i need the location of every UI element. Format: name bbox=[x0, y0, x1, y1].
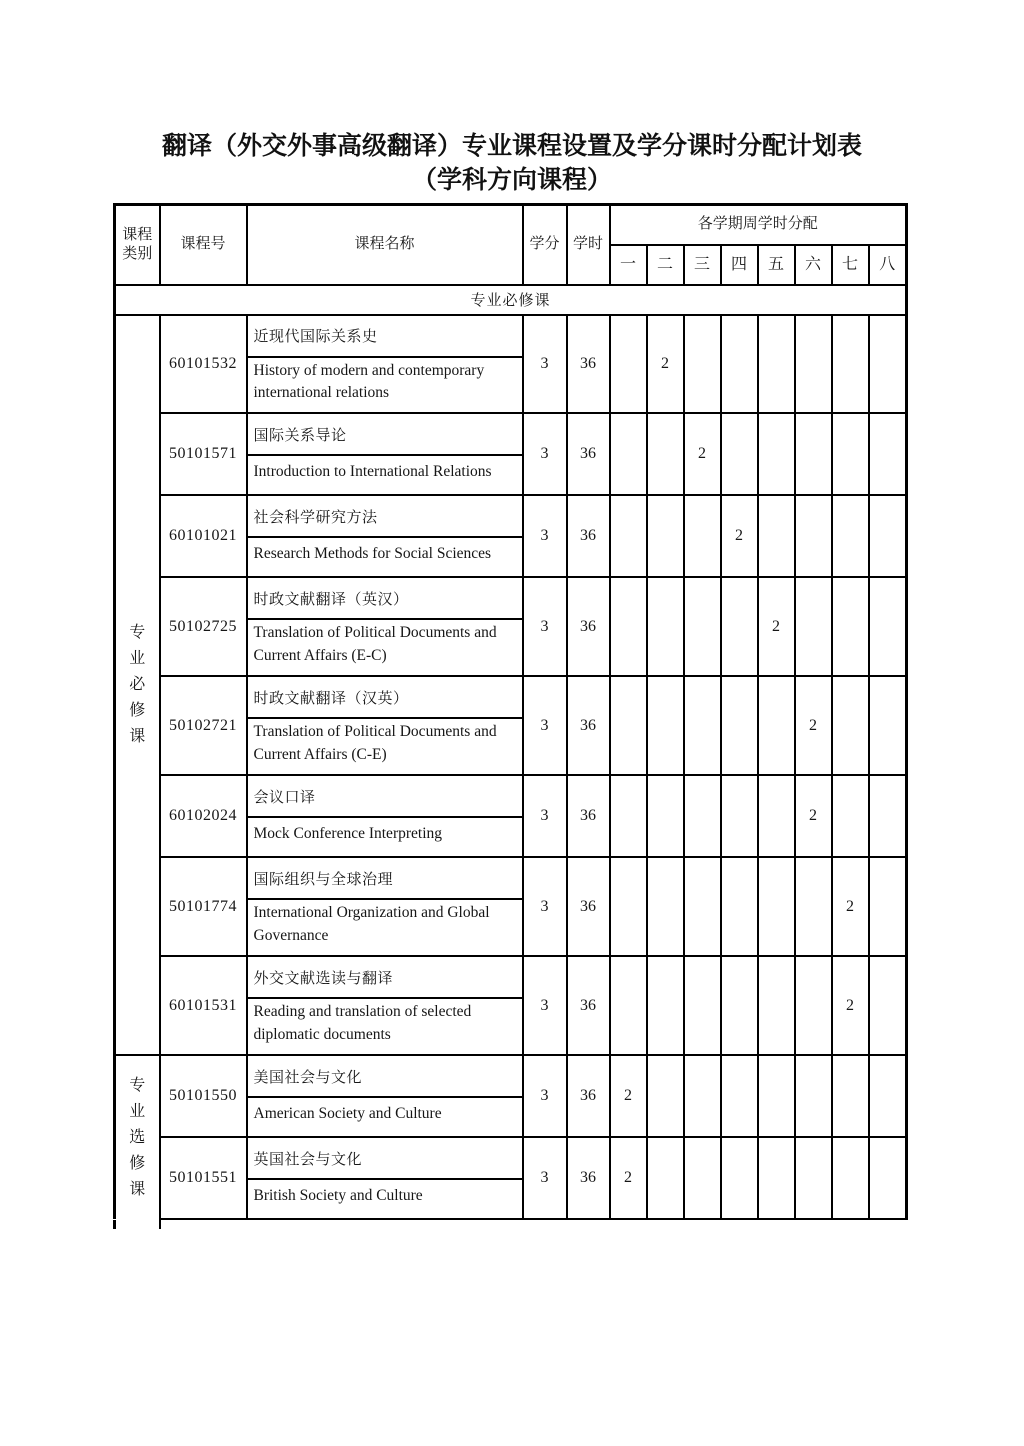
credits-cell: 3 bbox=[523, 857, 567, 956]
semester-hours-cell-2 bbox=[647, 1055, 684, 1137]
header-semester-6: 六 bbox=[795, 245, 832, 285]
semester-hours-cell-4 bbox=[721, 956, 758, 1055]
semester-hours-cell-3 bbox=[684, 1137, 721, 1219]
semester-hours-cell-3 bbox=[684, 857, 721, 956]
semester-hours-cell-8 bbox=[869, 857, 907, 956]
category-cell bbox=[115, 1055, 160, 1219]
semester-hours-cell-2 bbox=[647, 495, 684, 577]
semester-hours-cell-5 bbox=[758, 413, 795, 495]
semester-hours-cell-5 bbox=[758, 956, 795, 1055]
semester-hours-cell-7: 2 bbox=[832, 857, 869, 956]
course-id-cell: 50101550 bbox=[160, 1055, 247, 1137]
semester-hours-cell-4 bbox=[721, 857, 758, 956]
course-table-body bbox=[115, 285, 907, 1220]
header-semester-5: 五 bbox=[758, 245, 795, 285]
course-row bbox=[115, 1137, 907, 1179]
course-name-cn-cell: 近现代国际关系史 bbox=[247, 315, 523, 357]
semester-hours-cell-2 bbox=[647, 676, 684, 775]
credits-cell: 3 bbox=[523, 956, 567, 1055]
hours-cell: 36 bbox=[567, 495, 610, 577]
semester-hours-cell-5: 2 bbox=[758, 577, 795, 676]
semester-hours-cell-6: 2 bbox=[795, 775, 832, 857]
semester-hours-cell-6 bbox=[795, 1055, 832, 1137]
semester-hours-cell-7 bbox=[832, 315, 869, 414]
course-id-cell: 60101531 bbox=[160, 956, 247, 1055]
semester-hours-cell-1: 2 bbox=[610, 1055, 647, 1137]
semester-hours-cell-7 bbox=[832, 495, 869, 577]
semester-hours-cell-8 bbox=[869, 1137, 907, 1219]
category-vertical-label: 专业选修课 bbox=[129, 1076, 146, 1198]
semester-hours-cell-8 bbox=[869, 956, 907, 1055]
hours-cell: 36 bbox=[567, 1055, 610, 1137]
semester-hours-cell-7 bbox=[832, 413, 869, 495]
course-name-en-cell: Translation of Political Documents and Current Affairs (C-E) bbox=[247, 718, 523, 775]
credits-cell: 3 bbox=[523, 577, 567, 676]
course-row bbox=[115, 775, 907, 817]
semester-hours-cell-7 bbox=[832, 1137, 869, 1219]
semester-hours-cell-3 bbox=[684, 577, 721, 676]
course-id-cell: 60102024 bbox=[160, 775, 247, 857]
semester-hours-cell-8 bbox=[869, 413, 907, 495]
section-band-row bbox=[115, 285, 907, 315]
header-semester-4: 四 bbox=[721, 245, 758, 285]
category-cell bbox=[115, 315, 160, 1056]
course-name-cn-cell: 英国社会与文化 bbox=[247, 1137, 523, 1179]
section-band-label: 专业必修课 bbox=[115, 285, 907, 315]
credits-cell: 3 bbox=[523, 495, 567, 577]
semester-hours-cell-1: 2 bbox=[610, 1137, 647, 1219]
course-name-en-cell: Introduction to International Relations bbox=[247, 455, 523, 495]
course-id-cell: 50101571 bbox=[160, 413, 247, 495]
semester-hours-cell-8 bbox=[869, 495, 907, 577]
semester-hours-cell-3 bbox=[684, 956, 721, 1055]
header-semester-8: 八 bbox=[869, 245, 907, 285]
semester-hours-cell-6: 2 bbox=[795, 676, 832, 775]
header-semester-1: 一 bbox=[610, 245, 647, 285]
semester-hours-cell-5 bbox=[758, 1055, 795, 1137]
course-row bbox=[115, 413, 907, 455]
category-vertical-label: 专业必修课 bbox=[129, 624, 146, 745]
semester-hours-cell-2 bbox=[647, 956, 684, 1055]
semester-hours-cell-1 bbox=[610, 577, 647, 676]
semester-hours-cell-6 bbox=[795, 495, 832, 577]
semester-hours-cell-4 bbox=[721, 1137, 758, 1219]
header-course-id: 课程号 bbox=[160, 205, 247, 285]
semester-hours-cell-3 bbox=[684, 676, 721, 775]
course-name-cn-cell: 时政文献翻译（汉英） bbox=[247, 676, 523, 718]
semester-hours-cell-2 bbox=[647, 775, 684, 857]
semester-hours-cell-1 bbox=[610, 413, 647, 495]
header-hours: 学时 bbox=[567, 205, 610, 285]
semester-hours-cell-6 bbox=[795, 577, 832, 676]
semester-hours-cell-3 bbox=[684, 495, 721, 577]
page-title-line2: （学科方向课程） bbox=[411, 165, 612, 194]
course-id-cell: 60101021 bbox=[160, 495, 247, 577]
course-name-en-cell: International Organization and Global Governance bbox=[247, 899, 523, 956]
semester-hours-cell-8 bbox=[869, 1055, 907, 1137]
header-category: 课程类别 bbox=[115, 205, 160, 285]
semester-hours-cell-6 bbox=[795, 413, 832, 495]
header-course-name: 课程名称 bbox=[247, 205, 523, 285]
semester-hours-cell-6 bbox=[795, 857, 832, 956]
semester-hours-cell-1 bbox=[610, 315, 647, 414]
semester-hours-cell-2 bbox=[647, 413, 684, 495]
semester-hours-cell-1 bbox=[610, 775, 647, 857]
credits-cell: 3 bbox=[523, 1137, 567, 1219]
course-plan-table-wrap bbox=[113, 203, 907, 1220]
semester-hours-cell-4 bbox=[721, 1055, 758, 1137]
semester-hours-cell-7 bbox=[832, 775, 869, 857]
semester-hours-cell-5 bbox=[758, 857, 795, 956]
course-row bbox=[115, 956, 907, 998]
semester-hours-cell-8 bbox=[869, 775, 907, 857]
semester-hours-cell-1 bbox=[610, 495, 647, 577]
semester-hours-cell-4 bbox=[721, 775, 758, 857]
semester-hours-cell-4 bbox=[721, 413, 758, 495]
hours-cell: 36 bbox=[567, 1137, 610, 1219]
course-name-en-cell: Mock Conference Interpreting bbox=[247, 817, 523, 857]
course-id-cell: 50102725 bbox=[160, 577, 247, 676]
semester-hours-cell-6 bbox=[795, 1137, 832, 1219]
semester-hours-cell-3 bbox=[684, 775, 721, 857]
credits-cell: 3 bbox=[523, 775, 567, 857]
course-row bbox=[115, 1055, 907, 1097]
course-row bbox=[115, 857, 907, 899]
hours-cell: 36 bbox=[567, 857, 610, 956]
semester-hours-cell-5 bbox=[758, 495, 795, 577]
semester-hours-cell-4 bbox=[721, 676, 758, 775]
category-column-continuation-line bbox=[159, 1220, 161, 1229]
semester-hours-cell-5 bbox=[758, 676, 795, 775]
course-name-cn-cell: 国际关系导论 bbox=[247, 413, 523, 455]
semester-hours-cell-3 bbox=[684, 315, 721, 414]
semester-hours-cell-4: 2 bbox=[721, 495, 758, 577]
course-id-cell: 60101532 bbox=[160, 315, 247, 414]
semester-hours-cell-8 bbox=[869, 676, 907, 775]
hours-cell: 36 bbox=[567, 676, 610, 775]
course-name-cn-cell: 国际组织与全球治理 bbox=[247, 857, 523, 899]
course-name-en-cell: Reading and translation of selected diplomatic documents bbox=[247, 998, 523, 1055]
course-name-cn-cell: 美国社会与文化 bbox=[247, 1055, 523, 1097]
hours-cell: 36 bbox=[567, 956, 610, 1055]
semester-hours-cell-6 bbox=[795, 315, 832, 414]
semester-hours-cell-7 bbox=[832, 676, 869, 775]
course-name-cn-cell: 时政文献翻译（英汉） bbox=[247, 577, 523, 619]
semester-hours-cell-7 bbox=[832, 577, 869, 676]
course-name-cn-cell: 社会科学研究方法 bbox=[247, 495, 523, 537]
hours-cell: 36 bbox=[567, 315, 610, 414]
page-title bbox=[0, 130, 1024, 198]
category-column-continuation-line bbox=[113, 1220, 116, 1229]
semester-hours-cell-4 bbox=[721, 577, 758, 676]
header-semester-3: 三 bbox=[684, 245, 721, 285]
semester-hours-cell-7 bbox=[832, 1055, 869, 1137]
hours-cell: 36 bbox=[567, 577, 610, 676]
semester-hours-cell-1 bbox=[610, 857, 647, 956]
semester-hours-cell-3: 2 bbox=[684, 413, 721, 495]
semester-hours-cell-5 bbox=[758, 1137, 795, 1219]
course-name-en-cell: Translation of Political Documents and Current Affairs (E-C) bbox=[247, 619, 523, 676]
course-name-cn-cell: 会议口译 bbox=[247, 775, 523, 817]
course-name-cn-cell: 外交文献选读与翻译 bbox=[247, 956, 523, 998]
credits-cell: 3 bbox=[523, 413, 567, 495]
credits-cell: 3 bbox=[523, 315, 567, 414]
semester-hours-cell-2 bbox=[647, 857, 684, 956]
credits-cell: 3 bbox=[523, 676, 567, 775]
semester-hours-cell-7: 2 bbox=[832, 956, 869, 1055]
course-name-en-cell: History of modern and contemporary international relations bbox=[247, 357, 523, 414]
header-semester-group: 各学期周学时分配 bbox=[610, 205, 907, 245]
course-name-en-cell: British Society and Culture bbox=[247, 1179, 523, 1219]
course-row bbox=[115, 315, 907, 357]
semester-hours-cell-2: 2 bbox=[647, 315, 684, 414]
course-row bbox=[115, 676, 907, 718]
semester-hours-cell-2 bbox=[647, 577, 684, 676]
semester-hours-cell-3 bbox=[684, 1055, 721, 1137]
course-row bbox=[115, 495, 907, 537]
hours-cell: 36 bbox=[567, 413, 610, 495]
header-credits: 学分 bbox=[523, 205, 567, 285]
header-semester-2: 二 bbox=[647, 245, 684, 285]
course-name-en-cell: Research Methods for Social Sciences bbox=[247, 537, 523, 577]
page-title-line1: 翻译（外交外事高级翻译）专业课程设置及学分课时分配计划表 bbox=[161, 132, 862, 160]
header-semester-7: 七 bbox=[832, 245, 869, 285]
semester-hours-cell-6 bbox=[795, 956, 832, 1055]
semester-hours-cell-8 bbox=[869, 577, 907, 676]
course-row bbox=[115, 577, 907, 619]
course-plan-table bbox=[113, 203, 908, 1220]
course-id-cell: 50101774 bbox=[160, 857, 247, 956]
hours-cell: 36 bbox=[567, 775, 610, 857]
semester-hours-cell-8 bbox=[869, 315, 907, 414]
course-id-cell: 50101551 bbox=[160, 1137, 247, 1219]
credits-cell: 3 bbox=[523, 1055, 567, 1137]
semester-hours-cell-5 bbox=[758, 315, 795, 414]
course-id-cell: 50102721 bbox=[160, 676, 247, 775]
semester-hours-cell-2 bbox=[647, 1137, 684, 1219]
semester-hours-cell-1 bbox=[610, 956, 647, 1055]
semester-hours-cell-5 bbox=[758, 775, 795, 857]
course-name-en-cell: American Society and Culture bbox=[247, 1097, 523, 1137]
semester-hours-cell-4 bbox=[721, 315, 758, 414]
semester-hours-cell-1 bbox=[610, 676, 647, 775]
